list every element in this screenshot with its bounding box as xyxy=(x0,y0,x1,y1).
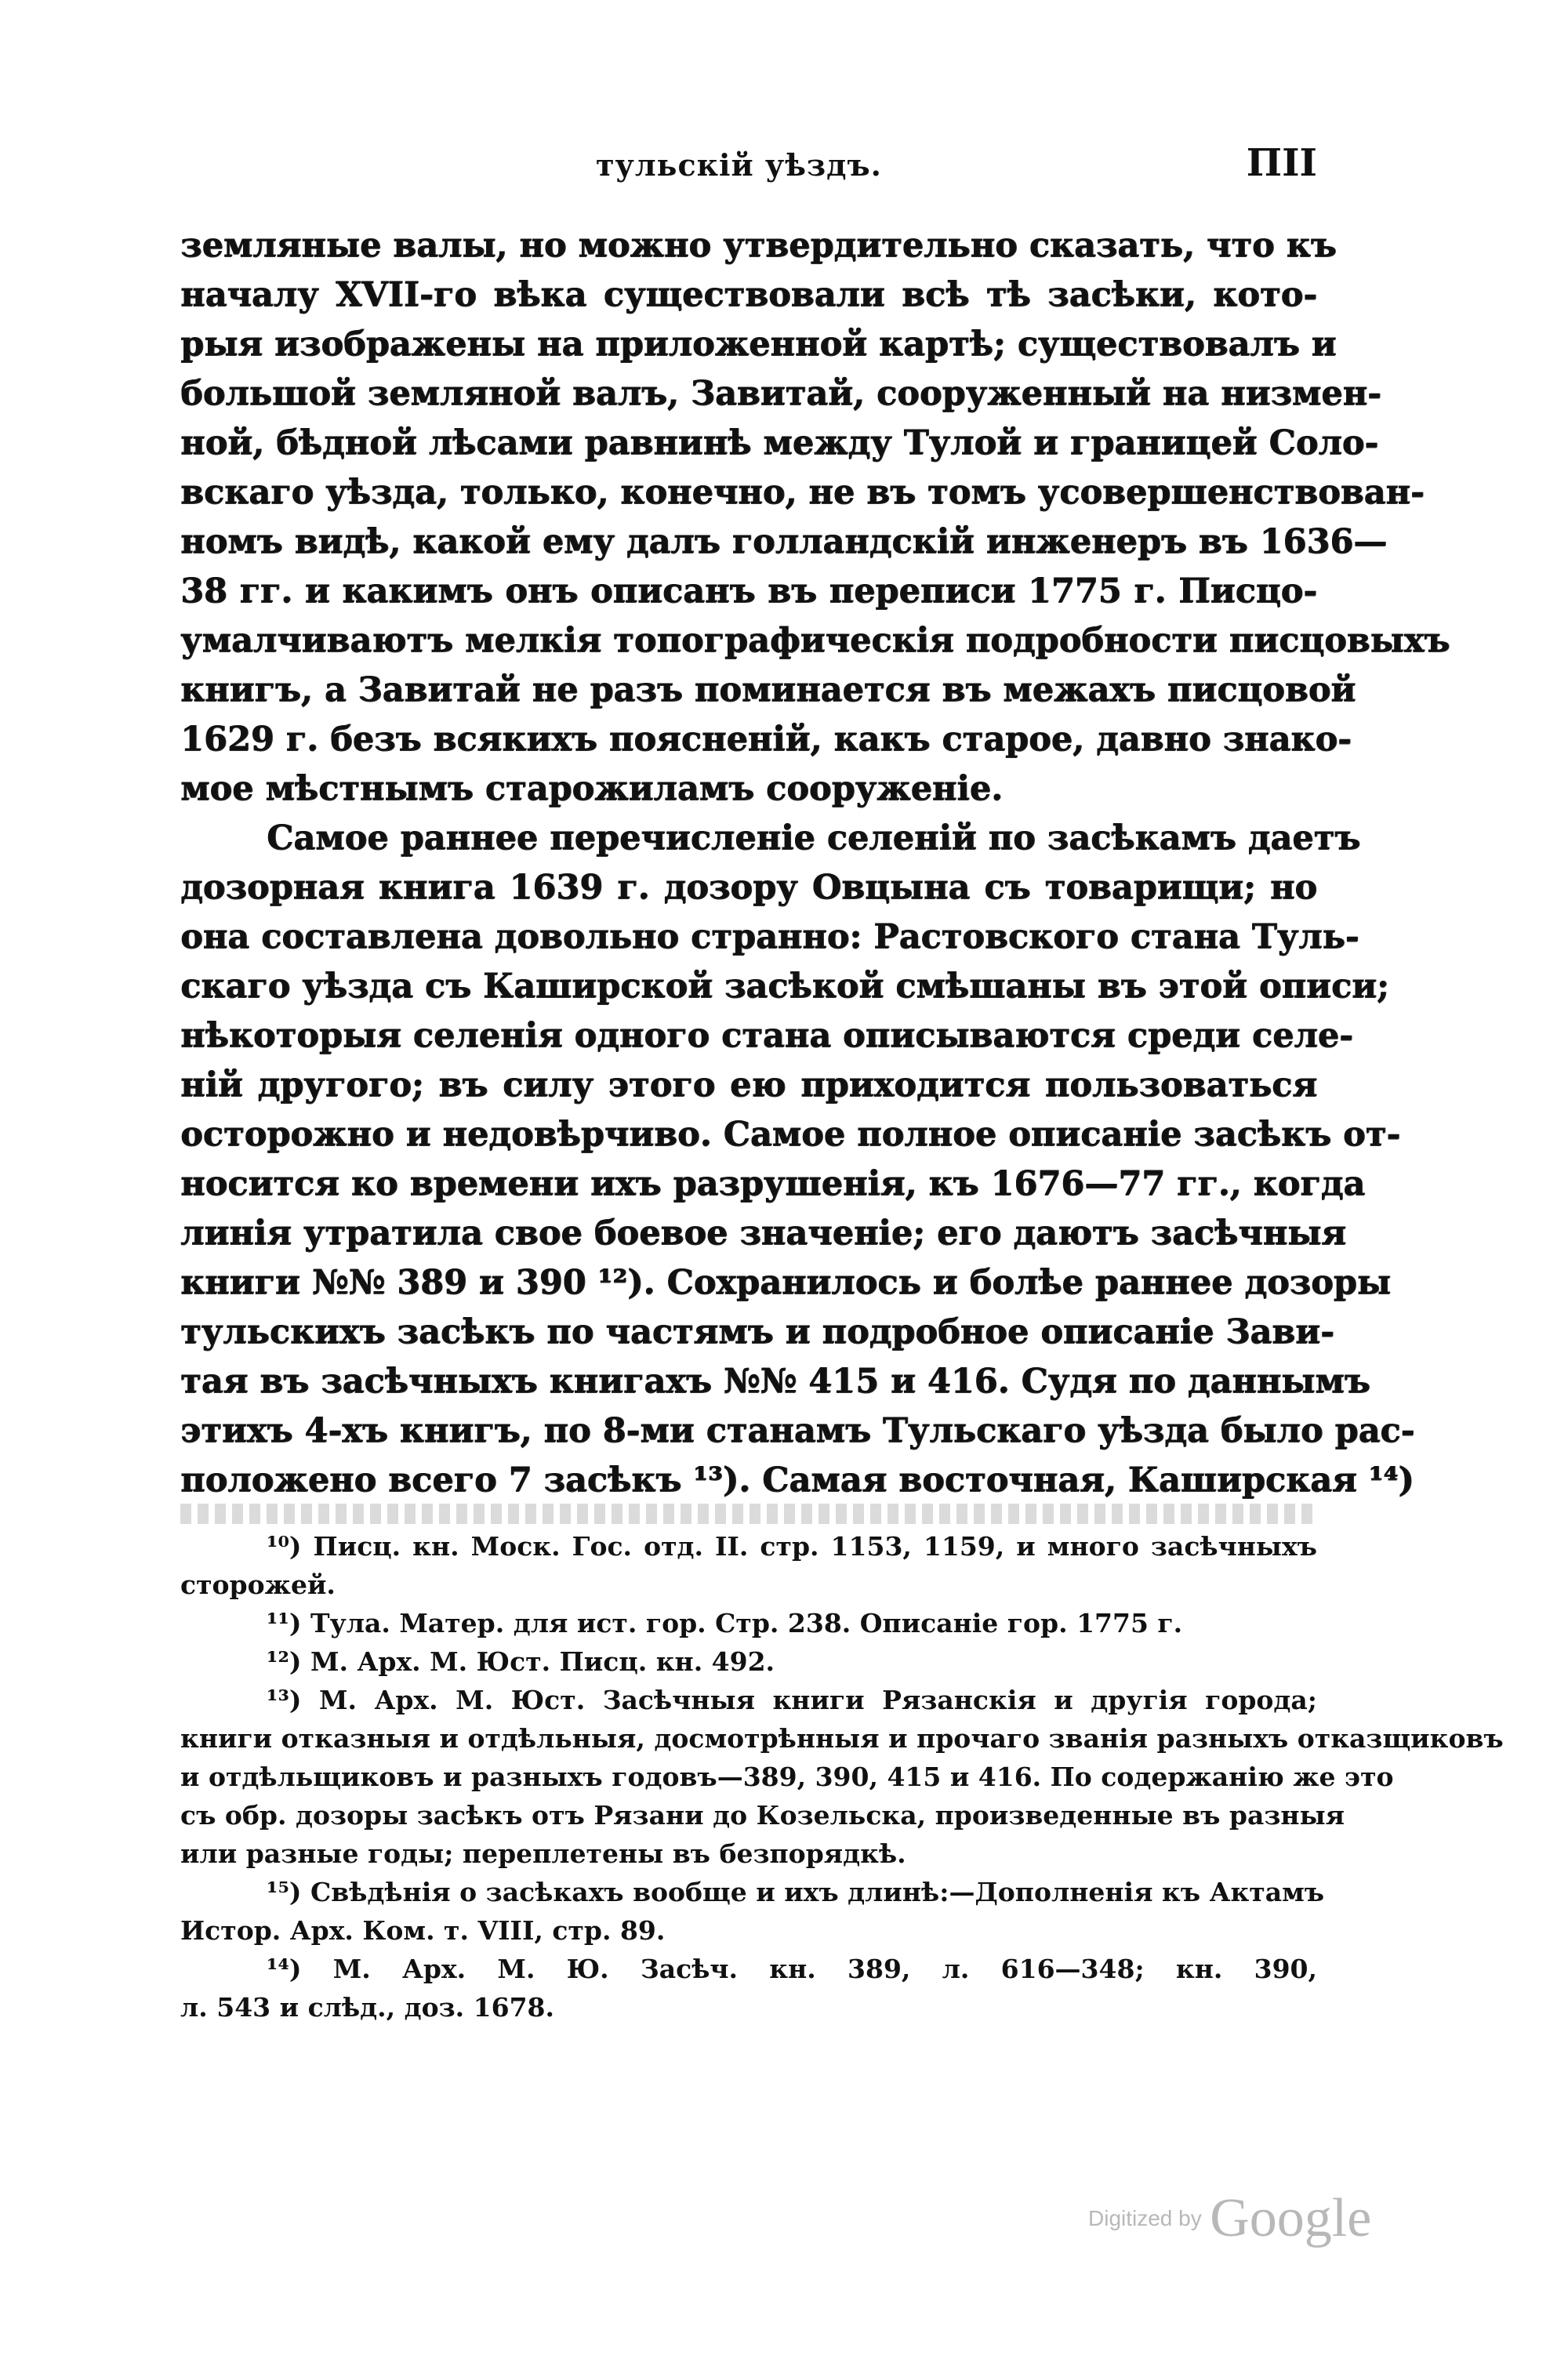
footnote-line: ¹²) М. Арх. М. Юст. Писц. кн. 492. xyxy=(267,1646,775,1677)
watermark-prefix: Digitized by xyxy=(1088,2206,1202,2230)
text-line: рыя изображены на приложенной картѣ; существовалъ и xyxy=(180,325,1337,364)
text-line: тая въ засѣчныхъ книгахъ №№ 415 и 416. Судя по даннымъ xyxy=(180,1362,1370,1401)
text-line: нѣкоторыя селенія одного стана описываются среди селе- xyxy=(180,1016,1353,1055)
text-line: линія утратила свое боевое значеніе; его даютъ засѣчныя xyxy=(180,1214,1346,1253)
text-line: земляные валы, но можно утвердительно сказать, что къ xyxy=(180,226,1337,265)
text-line: скаго уѣзда съ Каширской засѣкой смѣшаны въ этой описи; xyxy=(180,967,1389,1006)
bleed-through-line xyxy=(180,1504,1317,1524)
footnote-line: или разные годы; переплетены въ безпорядкѣ. xyxy=(180,1838,906,1869)
footnote-line: ¹⁰) Писц. кн. Моск. Гос. отд. II. стр. 1153, 1159, и много засѣчныхъ xyxy=(267,1531,1317,1562)
text-line: тульскихъ засѣкъ по частямъ и подробное описаніе Зави- xyxy=(180,1312,1334,1352)
footnote-line: ¹¹) Тула. Матер. для ист. гор. Стр. 238. Описаніе гор. 1775 г. xyxy=(267,1608,1183,1638)
page-header xyxy=(180,141,1317,194)
footnote-line: ¹⁴) М. Арх. М. Ю. Засѣч. кн. 389, л. 616—348; кн. 390, xyxy=(267,1954,1317,1984)
text-line: ной, бѣдной лѣсами равнинѣ между Тулой и границей Соло- xyxy=(180,423,1379,463)
text-line: вскаго уѣзда, только, конечно, не въ томъ усовершенствован- xyxy=(180,473,1425,512)
text-line: большой земляной валъ, Завитай, сооруженный на низмен- xyxy=(180,374,1381,413)
text-line: умалчиваютъ мелкія топографическія подробности писцовыхъ xyxy=(180,621,1450,660)
running-head: тульскій уѣздъ. xyxy=(596,147,882,183)
text-line: носится ко времени ихъ разрушенія, къ 1676—77 гг., когда xyxy=(180,1164,1366,1203)
text-line: положено всего 7 засѣкъ ¹³). Самая восточная, Каширская ¹⁴) xyxy=(180,1461,1414,1500)
text-line: осторожно и недовѣрчиво. Самое полное описаніе засѣкъ от- xyxy=(180,1115,1401,1154)
text-line: номъ видѣ, какой ему далъ голландскій инженеръ въ 1636— xyxy=(180,522,1388,561)
text-line: Самое раннее перечисленіе селеній по засѣкамъ даетъ xyxy=(267,818,1361,858)
footnote-line: сторожей. xyxy=(180,1569,336,1600)
footnote-line: и отдѣльщиковъ и разныхъ годовъ—389, 390, 415 и 416. По содержанію же это xyxy=(180,1762,1394,1792)
text-line: книгъ, а Завитай не разъ поминается въ межахъ писцовой xyxy=(180,670,1356,709)
footnote-line: съ обр. дозоры засѣкъ отъ Рязани до Козельска, произведенные въ разныя xyxy=(180,1800,1345,1831)
footnote-line: Истор. Арх. Ком. т. VIII, стр. 89. xyxy=(180,1915,666,1946)
text-line: книги №№ 389 и 390 ¹²). Сохранилось и болѣе раннее дозоры xyxy=(180,1263,1391,1302)
main-text xyxy=(180,221,1450,1505)
footnote-line: ¹³) М. Арх. М. Юст. Засѣчныя книги Рязанскія и другія города; xyxy=(267,1685,1317,1715)
digitized-watermark xyxy=(1088,2187,1371,2250)
footnote-line: ¹⁵) Свѣдѣнія о засѣкахъ вообще и ихъ длинѣ:—Дополненія къ Актамъ xyxy=(267,1877,1325,1907)
text-line: 38 гг. и какимъ онъ описанъ въ переписи 1775 г. Писцо- xyxy=(180,572,1317,611)
text-line: 1629 г. безъ всякихъ поясненій, какъ старое, давно знакo- xyxy=(180,720,1352,759)
text-line: она составлена довольно странно: Растовского стана Туль- xyxy=(180,917,1359,956)
text-line: ній другого; въ силу этого ею приходится пользоваться xyxy=(180,1065,1317,1105)
google-logo: Google xyxy=(1210,2188,1372,2248)
text-line: этихъ 4-хъ книгъ, по 8-ми станамъ Тульскаго уѣзда было рас- xyxy=(180,1411,1415,1450)
page-number: ПІІ xyxy=(1246,141,1317,185)
text-line: мое мѣстнымъ старожиламъ сооруженіе. xyxy=(180,769,1003,808)
footnotes xyxy=(180,1527,1504,2027)
footnote-line: л. 543 и слѣд., доз. 1678. xyxy=(180,1992,554,2023)
text-line: дозорная книга 1639 г. дозору Овцына съ товарищи; но xyxy=(180,868,1317,907)
text-line: началу XVII-го вѣка существовали всѣ тѣ засѣки, кото- xyxy=(180,275,1317,314)
footnote-line: книги отказныя и отдѣльныя, досмотрѣнныя и прочаго званія разныхъ отказщиковъ xyxy=(180,1723,1504,1754)
